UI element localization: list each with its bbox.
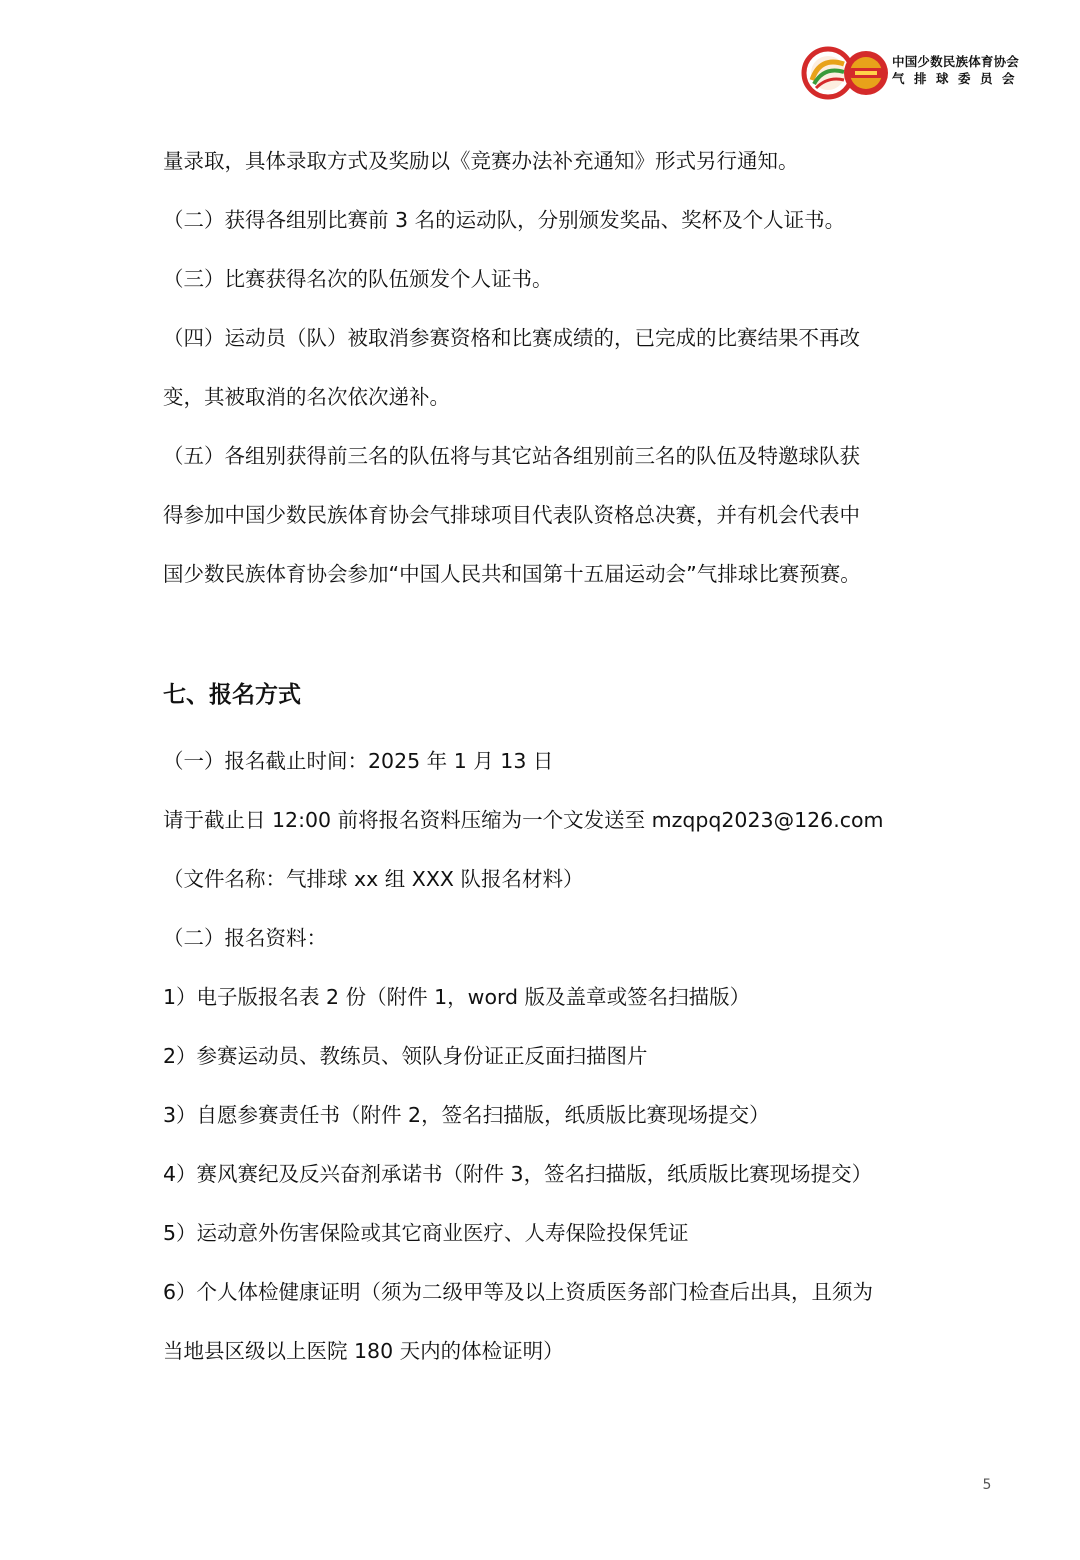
logo-committee-name: 气排球委员会 (892, 71, 1025, 86)
section-7-heading: 七、报名方式 (163, 682, 301, 708)
materials-item-6-line1: 6）个人体检健康证明（须为二级甲等及以上资质医务部门检查后出具，且须为 (163, 1280, 874, 1304)
award-item-5-line2: 得参加中国少数民族体育协会气排球项目代表队资格总决赛，并有机会代表中 (163, 503, 860, 527)
materials-item-6-line2: 当地县区级以上医院 180 天内的体检证明） (163, 1339, 564, 1363)
materials-item-3: 3）自愿参赛责任书（附件 2，签名扫描版，纸质版比赛现场提交） (163, 1103, 770, 1127)
award-item-4-line2: 变，其被取消的名次依次递补。 (163, 385, 450, 409)
registration-filename: （文件名称：气排球 xx 组 XXX 队报名材料） (163, 867, 584, 891)
award-item-5-line3: 国少数民族体育协会参加“中国人民共和国第十五届运动会”气排球比赛预赛。 (163, 562, 861, 586)
materials-item-2: 2）参赛运动员、教练员、领队身份证正反面扫描图片 (163, 1044, 648, 1068)
award-item-2: （二）获得各组别比赛前 3 名的运动队，分别颁发奖品、奖杯及个人证书。 (163, 208, 846, 232)
materials-title: （二）报名资料： (163, 926, 327, 950)
registration-deadline: （一）报名截止时间：2025 年 1 月 13 日 (163, 749, 554, 773)
logo-org-name: 中国少数民族体育协会 (892, 54, 1020, 69)
materials-item-1: 1）电子版报名表 2 份（附件 1，word 版及盖章或签名扫描版） (163, 985, 751, 1009)
materials-item-5: 5）运动意外伤害保险或其它商业医疗、人寿保险投保凭证 (163, 1221, 689, 1245)
logo-emblem-icon (800, 46, 900, 102)
materials-item-4: 4）赛风赛纪及反兴奋剂承诺书（附件 3，签名扫描版，纸质版比赛现场提交） (163, 1162, 873, 1186)
logo-text (892, 54, 1024, 88)
paragraph-continuation: 量录取，具体录取方式及奖励以《竞赛办法补充通知》形式另行通知。 (163, 149, 799, 173)
award-item-3: （三）比赛获得名次的队伍颁发个人证书。 (163, 267, 553, 291)
award-item-4-line1: （四）运动员（队）被取消参赛资格和比赛成绩的，已完成的比赛结果不再改 (163, 326, 860, 350)
award-item-5-line1: （五）各组别获得前三名的队伍将与其它站各组别前三名的队伍及特邀球队获 (163, 444, 860, 468)
registration-email-line: 请于截止日 12:00 前将报名资料压缩为一个文发送至 mzqpq2023@126.com (163, 808, 884, 832)
page-number: 5 (982, 1477, 992, 1493)
